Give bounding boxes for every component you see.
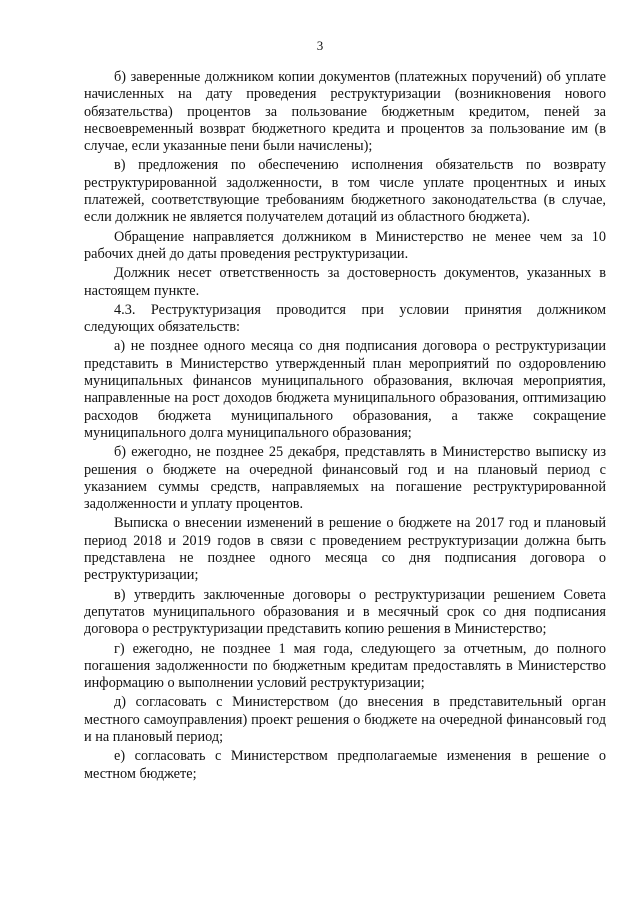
paragraph-d-agree: д) согласовать с Министерством (до внесения в представительный орган местного самоуправления) проект решения о бюджете на очередной финансовый год и на плановый период; — [84, 694, 606, 745]
paragraph-e-agree-changes: е) согласовать с Министерством предполагаемые изменения в решение о местном бюджете; — [84, 748, 606, 782]
paragraph-extract-changes: Выписка о внесении изменений в решение о бюджете на 2017 год и плановый период 2018 и 2019 годов в связи с проведением реструктуризации должна быть представлена не позднее одного месяца со дня подписания договора о реструктуризации; — [84, 515, 606, 584]
paragraph-b-extract: б) ежегодно, не позднее 25 декабря, представлять в Министерство выписку из решения о бюджете на очередной финансовый год и на плановый период с указанием суммы средств, направляемых на погашение реструктурированной задолженности и уплату процентов. — [84, 444, 606, 513]
paragraph-4-3: 4.3. Реструктуризация проводится при условии принятия должником следующих обязательств: — [84, 301, 606, 336]
paragraph-v-proposals: в) предложения по обеспечению исполнения обязательств по возврату реструктурированной задолженности, в том числе уплате процентных и иных платежей, соответствующие требованиям бюджетного законодательства (в случае, если должник не является получателем дотаций из областного бюджета). — [84, 157, 606, 226]
page-number: 3 — [316, 38, 324, 53]
paragraph-appeal: Обращение направляется должником в Министерство не менее чем за 10 рабочих дней до даты проведения реструктуризации. — [84, 228, 606, 262]
paragraph-v-approve: в) утвердить заключенные договоры о реструктуризации решением Совета депутатов муниципального образования и в месячный срок со дня подписания договора о реструктуризации представить копию решения в Министерство; — [84, 586, 606, 638]
paragraph-responsibility: Должник несет ответственность за достоверность документов, указанных в настоящем пункте. — [84, 265, 606, 299]
paragraph-g-annual: г) ежегодно, не позднее 1 мая года, следующего за отчетным, до полного погашения задолженности по бюджетным кредитам предоставлять в Министерство информацию о выполнении условий реструктуризации; — [84, 640, 606, 692]
paragraph-a-plan: а) не позднее одного месяца со дня подписания договора о реструктуризации представить в Министерство утвержденный план мероприятий по оздоровлению муниципальных финансов муниципального образования, включая мероприятия, направленные на рост доходов бюджета муниципального образования, оптимизацию расходов бюджета муниципального образования, а также сокращение муниципального долга муниципального образования; — [84, 338, 606, 441]
paragraph-b-copies: б) заверенные должником копии документов (платежных поручений) об уплате начисленных на дату проведения реструктуризации (возникновения нового обязательства) процентов за пользование бюджетным кредитом, пеней за несвоевременный возврат бюджетного кредита и процентов за пользование им (в случае, если указанные пени были начислены); — [84, 69, 606, 155]
document-body — [84, 69, 606, 783]
